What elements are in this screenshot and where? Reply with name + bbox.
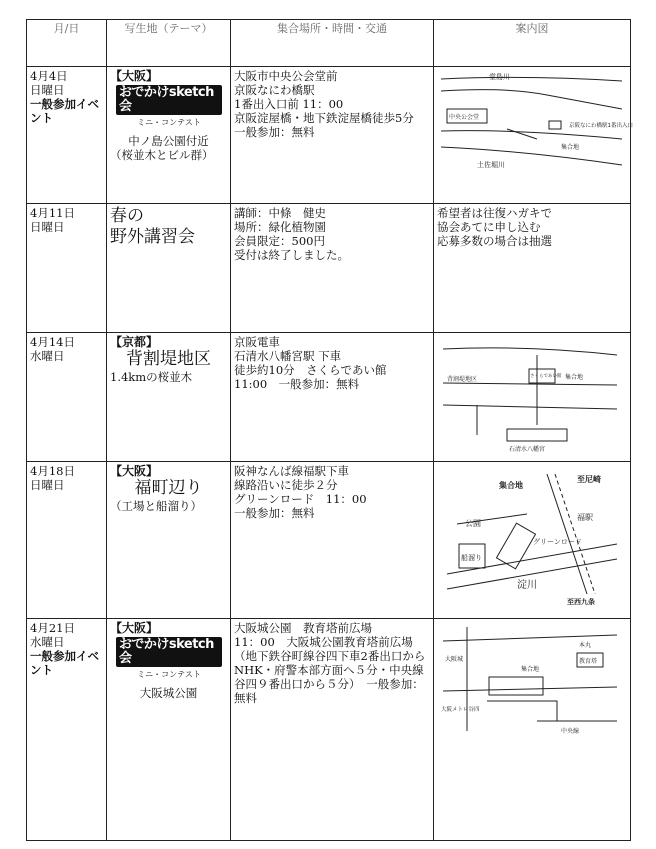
map-label: 淀川 <box>517 580 537 591</box>
meeting-line: 線路沿いに徒歩２分 <box>234 478 338 492</box>
event-badge: 一般参加イベント <box>30 97 99 125</box>
event-day: 水曜日 <box>30 349 65 363</box>
map-label: 堂島川 <box>489 73 510 81</box>
note-line: 希望者は往復ハガキで <box>437 206 552 220</box>
theme-line: 中ノ島公園付近 <box>128 134 209 148</box>
map-label: 中央線 <box>561 728 580 735</box>
logo-main-text: おでかけsketch会 <box>116 85 222 115</box>
map-label: 大阪城 <box>445 656 464 663</box>
meeting-cell <box>231 67 434 204</box>
meeting-cell <box>231 619 434 841</box>
sketch-logo <box>116 637 222 682</box>
map-label: 石清水八幡宮 <box>509 446 546 453</box>
map-label: 至西九条 <box>567 598 595 606</box>
area-label: 【大阪】 <box>110 69 159 83</box>
event-date: 4月4日 <box>30 69 68 83</box>
map-label: 集合地 <box>499 481 523 490</box>
notes-cell <box>434 204 631 333</box>
meeting-line: 大阪市中央公会堂前 <box>234 69 338 83</box>
date-cell <box>27 462 107 619</box>
theme-title: 福町辺り <box>134 478 203 498</box>
map-sketch <box>437 335 625 457</box>
date-cell <box>27 333 107 462</box>
logo-main-text: おでかけsketch会 <box>116 637 222 667</box>
theme-cell <box>107 204 231 333</box>
theme-line: 1.4kmの桜並木 <box>110 370 193 384</box>
meeting-line: 一般参加：無料 <box>234 506 315 520</box>
note-line: 応募多数の場合は抽選 <box>437 234 552 248</box>
meeting-line: 石清水八幡宮駅 下車 <box>234 349 342 363</box>
theme-title: 野外講習会 <box>110 227 195 247</box>
date-cell <box>27 619 107 841</box>
area-label: 【大阪】 <box>110 464 159 478</box>
event-date: 4月11日 <box>30 206 75 220</box>
table-row <box>27 67 631 204</box>
map-sketch <box>437 621 625 741</box>
meeting-line: 徒歩約10分 さくらであい館 <box>234 363 387 377</box>
date-cell <box>27 67 107 204</box>
theme-cell <box>107 67 231 204</box>
area-label: 【大阪】 <box>110 621 159 635</box>
meeting-line: 会員限定：500円 <box>234 234 325 248</box>
meeting-cell <box>231 333 434 462</box>
map-label: 土佐堀川 <box>477 161 505 169</box>
event-date: 4月18日 <box>30 464 75 478</box>
area-label: 【京都】 <box>110 335 159 349</box>
map-label: 集合地 <box>521 666 540 673</box>
meeting-line: 京阪なにわ橋駅 <box>234 83 315 97</box>
table-row <box>27 462 631 619</box>
map-label: 大阪メトロ谷四 <box>441 707 480 713</box>
map-label: 中央公会堂 <box>449 114 480 121</box>
meeting-line: 京阪淀屋橋・地下鉄淀屋橋徒歩5分 一般参加：無料 <box>234 111 426 139</box>
map-label: 教育塔 <box>579 658 598 665</box>
map-label: 船溜り <box>461 554 482 562</box>
meeting-cell <box>231 204 434 333</box>
meeting-line: 大阪城公園 教育塔前広場 <box>234 621 372 635</box>
table-row <box>27 333 631 462</box>
event-day: 日曜日 <box>30 478 65 492</box>
header-theme: 写生地（テーマ） <box>107 20 231 67</box>
theme-cell <box>107 619 231 841</box>
event-badge: 一般参加イベント <box>30 649 99 677</box>
theme-title: 背割堤地区 <box>126 349 211 369</box>
header-row <box>27 20 631 67</box>
theme-title: 春の <box>110 206 144 226</box>
meeting-line: 京阪電車 <box>234 335 280 349</box>
theme-cell <box>107 333 231 462</box>
map-label: 背割堤地区 <box>447 376 478 383</box>
event-date: 4月14日 <box>30 335 75 349</box>
map-label: 福駅 <box>577 513 593 522</box>
theme-line: （桜並木とビル群） <box>110 148 214 162</box>
logo-sub-text: ミニ・コンテスト <box>137 118 201 127</box>
theme-cell <box>107 462 231 619</box>
map-label: 公園 <box>465 519 481 528</box>
header-map: 案内図 <box>434 20 631 67</box>
event-day: 日曜日 <box>30 220 65 234</box>
map-label: 集合地 <box>565 374 584 381</box>
map-label: 本丸 <box>579 642 592 649</box>
map-label: さくらであい館 <box>530 374 562 379</box>
map-sketch <box>437 69 634 179</box>
event-day: 水曜日 <box>30 635 65 649</box>
map-cell <box>434 333 631 462</box>
meeting-line: 1番出入口前 11：00 <box>234 97 344 111</box>
header-date: 月/日 <box>27 20 107 67</box>
map-sketch <box>437 464 625 614</box>
map-label: 集合地 <box>561 144 580 151</box>
map-label: 至尼崎 <box>577 475 601 484</box>
map-label: グリーンロード <box>533 538 582 546</box>
map-label: 京阪なにわ橋駅1番出入口 <box>569 123 634 129</box>
map-cell <box>434 462 631 619</box>
logo-sub-text: ミニ・コンテスト <box>137 670 201 679</box>
map-cell <box>434 67 634 204</box>
meeting-cell <box>231 462 434 619</box>
meeting-line: グリーンロード 11：00 <box>234 492 367 506</box>
meeting-line: 場所：緑化植物園 <box>234 220 326 234</box>
theme-line: （工場と船溜り） <box>110 499 202 513</box>
event-date: 4月21日 <box>30 621 75 635</box>
date-cell <box>27 204 107 333</box>
sketch-logo <box>116 85 222 130</box>
table-row <box>27 619 631 841</box>
table-row <box>27 204 631 333</box>
schedule-table <box>26 19 634 841</box>
meeting-line: 受付は終了しました。 <box>234 248 349 262</box>
meeting-line: 阪神なんば線福駅下車 <box>234 464 349 478</box>
note-line: 協会あてに申し込む <box>437 220 541 234</box>
event-day: 日曜日 <box>30 83 65 97</box>
meeting-line: 11：00 大阪城公園教育塔前広場（地下鉄谷町線谷四下車2番出口からNHK・府警本部方面へ５分・中央線谷四９番出口から５分） 一般参加：無料 <box>234 635 426 705</box>
map-cell <box>434 619 631 841</box>
meeting-line: 11:00 一般参加：無料 <box>234 377 360 391</box>
theme-line: 大阪城公園 <box>139 686 198 700</box>
header-meeting: 集合場所・時間・交通 <box>231 20 434 67</box>
meeting-line: 講師：中條 健史 <box>234 206 326 220</box>
